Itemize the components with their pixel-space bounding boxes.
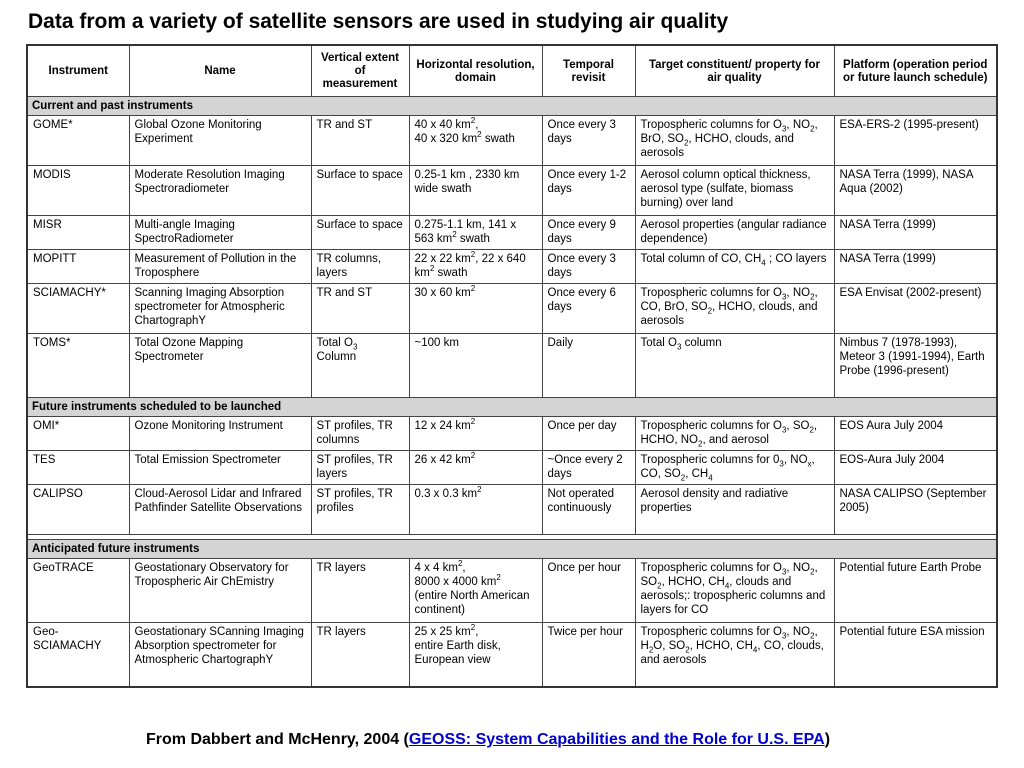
instrument-table-container bbox=[26, 44, 996, 688]
cell-horizontal: 0.3 x 0.3 $km^2$ bbox=[409, 485, 542, 535]
header-instrument: Instrument bbox=[27, 45, 129, 97]
cell-instrument: GeoTRACE bbox=[27, 559, 129, 623]
cell-platform: ESA Envisat (2002-present) bbox=[834, 284, 997, 334]
cell-target: Aerosol properties (angular radiance dependence) bbox=[635, 216, 834, 250]
table-header-row bbox=[27, 45, 997, 97]
table-row bbox=[27, 485, 997, 535]
table-row bbox=[27, 451, 997, 485]
cell-name: Multi-angle Imaging SpectroRadiometer bbox=[129, 216, 311, 250]
cell-horizontal: 40 x 40 $km^2$, 40 x 320 $km^2$ swath bbox=[409, 116, 542, 166]
cell-temporal: Once every 9 days bbox=[542, 216, 635, 250]
cell-instrument: SCIAMACHY* bbox=[27, 284, 129, 334]
cell-name: Geostationary Observatory for Tropospheric Air ChEmistry bbox=[129, 559, 311, 623]
cell-vertical: Total $O_3$ Column bbox=[311, 334, 409, 398]
cell-name: Measurement of Pollution in the Troposphere bbox=[129, 250, 311, 284]
cell-horizontal: 22 x 22 $km^2$, 22 x 640 $km^2$ swath bbox=[409, 250, 542, 284]
cell-name: Cloud-Aerosol Lidar and Infrared Pathfinder Satellite Observations bbox=[129, 485, 311, 535]
cell-platform: EOS Aura July 2004 bbox=[834, 417, 997, 451]
cell-instrument: TOMS* bbox=[27, 334, 129, 398]
instrument-table bbox=[26, 44, 998, 688]
cell-vertical: ST profiles, TR columns bbox=[311, 417, 409, 451]
cell-temporal: Once every 3 days bbox=[542, 116, 635, 166]
cell-temporal: Daily bbox=[542, 334, 635, 398]
table-row bbox=[27, 334, 997, 398]
header-horizontal: Horizontal resolution, domain bbox=[409, 45, 542, 97]
table-row bbox=[27, 250, 997, 284]
cell-temporal: Once every 6 days bbox=[542, 284, 635, 334]
citation-footer bbox=[146, 731, 830, 749]
cell-name: Global Ozone Monitoring Experiment bbox=[129, 116, 311, 166]
cell-vertical: Surface to space bbox=[311, 166, 409, 216]
cell-name: Total Ozone Mapping Spectrometer bbox=[129, 334, 311, 398]
header-vertical: Vertical extent of measurement bbox=[311, 45, 409, 97]
cell-platform: NASA Terra (1999) bbox=[834, 250, 997, 284]
cell-instrument: GOME* bbox=[27, 116, 129, 166]
section-row-future bbox=[27, 398, 997, 417]
cell-target: Tropospheric columns for $O_3$, $SO_2$, HCHO, $NO_2$, and aerosol bbox=[635, 417, 834, 451]
cell-target: Total $O_3$ column bbox=[635, 334, 834, 398]
header-name: Name bbox=[129, 45, 311, 97]
cell-target: Aerosol column optical thickness, aerosol type (sulfate, biomass burning) over land bbox=[635, 166, 834, 216]
cell-instrument: MISR bbox=[27, 216, 129, 250]
cell-temporal: Once every 1-2 days bbox=[542, 166, 635, 216]
page-title: Data from a variety of satellite sensors are used in studying air quality bbox=[28, 10, 729, 33]
cell-platform: Potential future ESA mission bbox=[834, 623, 997, 687]
cell-vertical: TR columns, layers bbox=[311, 250, 409, 284]
cell-temporal: Twice per hour bbox=[542, 623, 635, 687]
cell-vertical: TR and ST bbox=[311, 284, 409, 334]
section-row-anticipated bbox=[27, 540, 997, 559]
cell-target: Tropospheric columns for $O_3$, $NO_2$, $H_2O$, $SO_2$, HCHO, $CH_4$, CO, clouds, and aerosols bbox=[635, 623, 834, 687]
cell-instrument: OMI* bbox=[27, 417, 129, 451]
cell-target: Total column of CO, $CH_4$ ; CO layers bbox=[635, 250, 834, 284]
table-row bbox=[27, 116, 997, 166]
header-temporal: Temporal revisit bbox=[542, 45, 635, 97]
cell-target: Tropospheric columns for $O_3$, $NO_2$, $SO_2$, HCHO, $CH_4$, clouds and aerosols;: tropospheric columns and layers for CO bbox=[635, 559, 834, 623]
cell-platform: NASA CALIPSO (September 2005) bbox=[834, 485, 997, 535]
table-row bbox=[27, 559, 997, 623]
section-label-current: Current and past instruments bbox=[27, 97, 997, 116]
cell-platform: Nimbus 7 (1978-1993), Meteor 3 (1991-1994), Earth Probe (1996-present) bbox=[834, 334, 997, 398]
cell-name: Geostationary SCanning Imaging Absorption spectrometer for Atmospheric ChartographY bbox=[129, 623, 311, 687]
cell-horizontal: 25 x 25 $km^2$, entire Earth disk, European view bbox=[409, 623, 542, 687]
cell-name: Scanning Imaging Absorption spectrometer for Atmospheric ChartographY bbox=[129, 284, 311, 334]
cell-platform: ESA-ERS-2 (1995-present) bbox=[834, 116, 997, 166]
cell-vertical: ST profiles, TR profiles bbox=[311, 485, 409, 535]
cell-instrument: CALIPSO bbox=[27, 485, 129, 535]
cell-horizontal: 4 x 4 $km^2$, 8000 x 4000 $km^2$ (entire North American continent) bbox=[409, 559, 542, 623]
cell-vertical: TR and ST bbox=[311, 116, 409, 166]
cell-temporal: ~Once every 2 days bbox=[542, 451, 635, 485]
cell-platform: NASA Terra (1999) bbox=[834, 216, 997, 250]
cell-name: Ozone Monitoring Instrument bbox=[129, 417, 311, 451]
cell-instrument: MOPITT bbox=[27, 250, 129, 284]
header-target: Target constituent/ property for air quality bbox=[635, 45, 834, 97]
cell-vertical: TR layers bbox=[311, 559, 409, 623]
cell-vertical: TR layers bbox=[311, 623, 409, 687]
cell-name: Total Emission Spectrometer bbox=[129, 451, 311, 485]
table-row bbox=[27, 417, 997, 451]
cell-vertical: ST profiles, TR layers bbox=[311, 451, 409, 485]
cell-horizontal: 12 x 24 $km^2$ bbox=[409, 417, 542, 451]
cell-target: Aerosol density and radiative properties bbox=[635, 485, 834, 535]
cell-platform: Potential future Earth Probe bbox=[834, 559, 997, 623]
cell-temporal: Once per hour bbox=[542, 559, 635, 623]
section-label-anticipated: Anticipated future instruments bbox=[27, 540, 997, 559]
cell-temporal: Once per day bbox=[542, 417, 635, 451]
citation-prefix: From Dabbert and McHenry, 2004 ( bbox=[146, 731, 409, 748]
table-row bbox=[27, 166, 997, 216]
cell-temporal: Once every 3 days bbox=[542, 250, 635, 284]
cell-target: Tropospheric columns for $0_3$, $NO_x$, CO, $SO_2$, $CH_4$ bbox=[635, 451, 834, 485]
cell-horizontal: 26 x 42 $km^2$ bbox=[409, 451, 542, 485]
table-row bbox=[27, 284, 997, 334]
cell-instrument: Geo-SCIAMACHY bbox=[27, 623, 129, 687]
cell-target: Tropospheric columns for $O_3$, $NO_2$, BrO, $SO_2$, HCHO, clouds, and aerosols bbox=[635, 116, 834, 166]
cell-horizontal: 0.275-1.1 km, 141 x 563 $km^2$ swath bbox=[409, 216, 542, 250]
cell-temporal: Not operated continuously bbox=[542, 485, 635, 535]
citation-suffix: ) bbox=[824, 731, 831, 748]
section-row-current bbox=[27, 97, 997, 116]
cell-instrument: MODIS bbox=[27, 166, 129, 216]
cell-horizontal: 30 x 60 $km^2$ bbox=[409, 284, 542, 334]
cell-platform: NASA Terra (1999), NASA Aqua (2002) bbox=[834, 166, 997, 216]
section-label-future: Future instruments scheduled to be launched bbox=[27, 398, 997, 417]
cell-horizontal: 0.25-1 km , 2330 km wide swath bbox=[409, 166, 542, 216]
cell-name: Moderate Resolution Imaging Spectroradiometer bbox=[129, 166, 311, 216]
cell-platform: EOS-Aura July 2004 bbox=[834, 451, 997, 485]
cell-target: Tropospheric columns for $O_3$, $NO_2$, CO, BrO, $SO_2$, HCHO, clouds, and aerosols bbox=[635, 284, 834, 334]
cell-vertical: Surface to space bbox=[311, 216, 409, 250]
table-row bbox=[27, 216, 997, 250]
header-platform: Platform (operation period or future launch schedule) bbox=[834, 45, 997, 97]
citation-link[interactable]: GEOSS: System Capabilities and the Role for U.S. EPA bbox=[408, 731, 825, 748]
cell-instrument: TES bbox=[27, 451, 129, 485]
cell-horizontal: ~100 km bbox=[409, 334, 542, 398]
table-row bbox=[27, 623, 997, 687]
